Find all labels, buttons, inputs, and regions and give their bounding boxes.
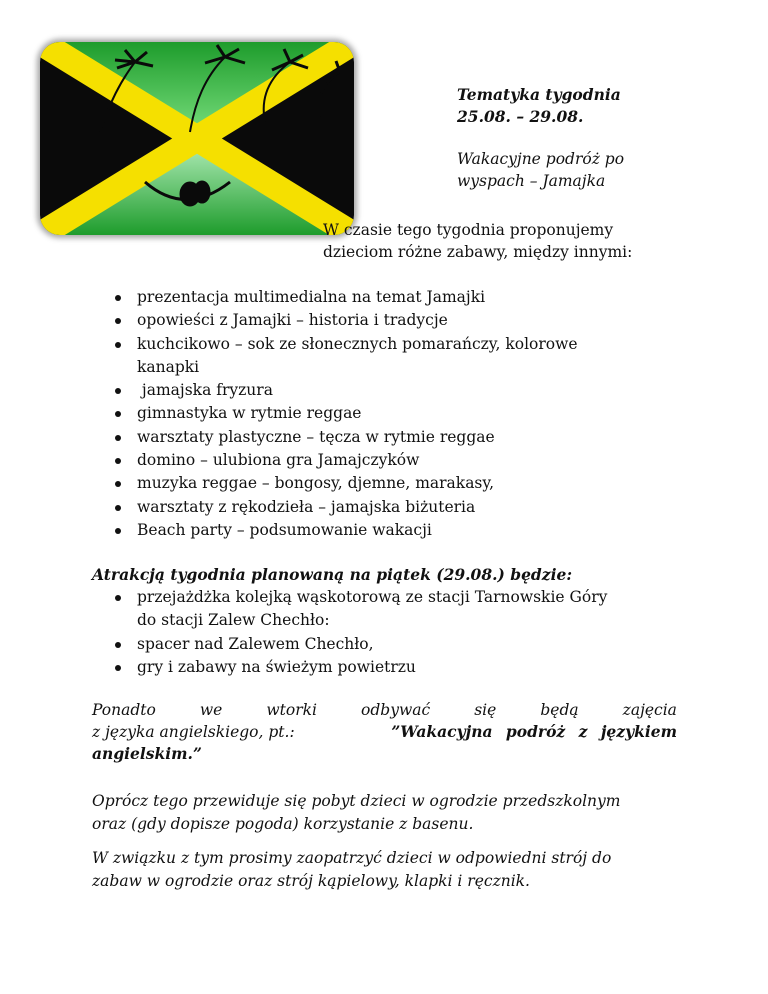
- word: się: [474, 701, 497, 719]
- word: wtorki: [266, 701, 317, 719]
- english-line: [92, 721, 677, 743]
- intro-paragraph: [318, 219, 738, 263]
- word: zajęcia: [622, 701, 677, 719]
- english-course-title: ”Wakacyjna podróż z językiem: [391, 722, 677, 741]
- list-item: [92, 402, 672, 425]
- paragraph-line: oraz (gdy dopisze pogoda) korzystanie z basenu.: [92, 815, 474, 833]
- list-item-text: opowieści z Jamajki – historia i tradycje: [137, 311, 448, 330]
- list-item-text: Beach party – podsumowanie wakacji: [137, 520, 432, 539]
- list-item-text: warsztaty plastyczne – tęcza w rytmie reggae: [137, 427, 495, 446]
- list-item-text: gry i zabawy na świeżym powietrzu: [137, 657, 416, 676]
- english-course-title-end: angielskim.”: [92, 744, 202, 763]
- week-subtitle: [457, 148, 747, 192]
- list-item-text: muzyka reggae – bongosy, djemne, marakasy,: [137, 474, 495, 493]
- paragraph-line: Oprócz tego przewiduje się pobyt dzieci w ogrodzie przedszkolnym: [92, 792, 621, 810]
- week-theme-title: Tematyka tygodnia: [457, 85, 621, 104]
- list-item: [92, 379, 672, 402]
- week-theme-block: [457, 84, 747, 192]
- list-item-text: jamajska fryzura: [137, 381, 273, 400]
- week-dates: 25.08. – 29.08.: [457, 107, 584, 126]
- clothing-paragraph: [92, 847, 692, 893]
- word: Ponadto: [92, 701, 156, 719]
- english-text: z języka angielskiego, pt.:: [92, 723, 300, 741]
- english-classes-paragraph: [92, 699, 677, 765]
- list-item-text: spacer nad Zalewem Chechło,: [137, 634, 374, 653]
- attraction-heading: Atrakcją tygodnia planowaną na piątek (29.08.) będzie:: [92, 565, 573, 584]
- list-item: [92, 449, 672, 472]
- word: będą: [540, 701, 579, 719]
- list-item: [92, 309, 672, 332]
- paragraph-line: W związku z tym prosimy zaopatrzyć dzieci w odpowiedni strój do: [92, 849, 612, 867]
- attractions-list: [92, 586, 692, 679]
- list-item: [92, 496, 672, 519]
- list-item-text: do stacji Zalew Chechło:: [137, 611, 330, 630]
- word: odbywać: [361, 701, 431, 719]
- word: we: [199, 701, 223, 719]
- garden-paragraph: [92, 790, 692, 836]
- list-item-text: prezentacja multimedialna na temat Jamajki: [137, 288, 486, 306]
- jamaica-flag-palm-graphic: [40, 42, 354, 235]
- list-item: [92, 426, 672, 449]
- list-item-text: domino – ulubiona gra Jamajczyków: [137, 451, 420, 470]
- paragraph-line: zabaw w ogrodzie oraz strój kąpielowy, klapki i ręcznik.: [92, 872, 530, 890]
- list-item-text: kanapki: [137, 357, 200, 376]
- justified-line: [92, 699, 677, 721]
- subtitle-line: Wakacyjne podróż po: [457, 150, 625, 168]
- list-item-text: przejażdżka kolejką wąskotorową ze stacji Tarnowskie Góry: [137, 588, 608, 606]
- subtitle-line: wyspach – Jamajka: [457, 172, 606, 190]
- list-item: [92, 633, 692, 656]
- list-item: [92, 286, 672, 309]
- list-item-text: warsztaty z rękodzieła – jamajska biżuteria: [137, 497, 476, 516]
- intro-line: dzieciom różne zabawy, między innymi:: [323, 243, 633, 261]
- intro-line: W czasie tego tygodnia proponujemy: [323, 221, 614, 239]
- list-item-text: kuchcikowo – sok ze słonecznych pomarańczy, kolorowe: [137, 334, 578, 353]
- list-item: [92, 656, 692, 679]
- list-item-text: gimnastyka w rytmie reggae: [137, 404, 362, 423]
- list-item: [92, 586, 692, 633]
- list-item: [92, 333, 672, 380]
- list-item: [92, 472, 672, 495]
- jamaica-flag-image: [40, 42, 354, 235]
- list-item: [92, 519, 672, 542]
- activities-list: [92, 286, 672, 542]
